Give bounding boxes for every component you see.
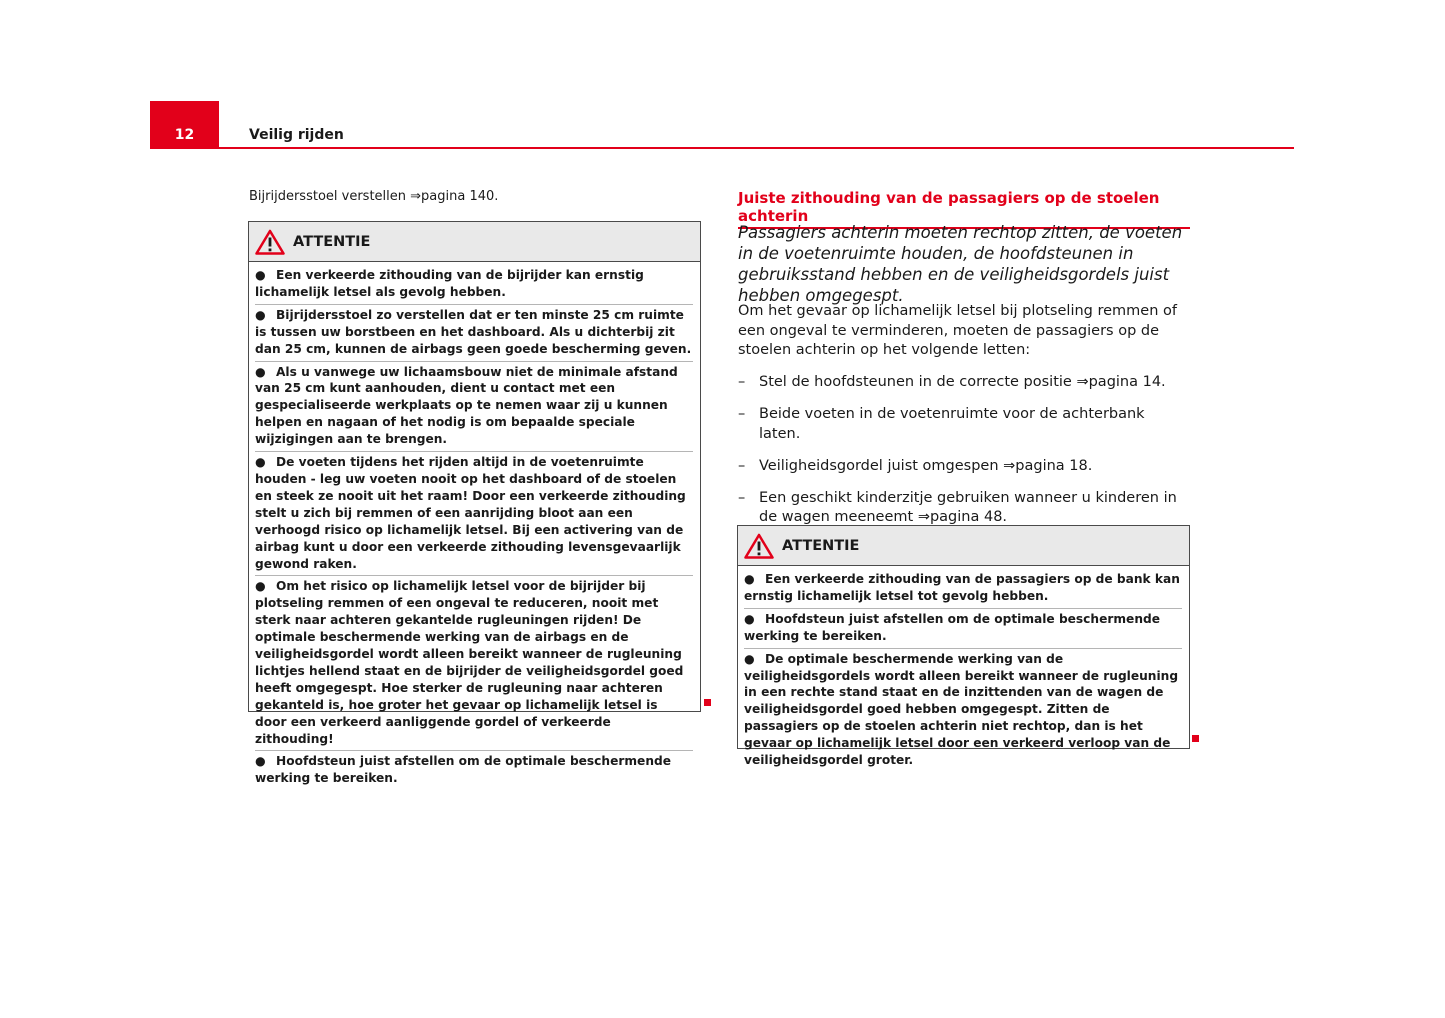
warning-item: ● De voeten tijdens het rijden altijd in de voetenruimte houden - leg uw voeten nooit op het dashboard of de stoelen en steek ze nooit uit het raam! Door een verkeerde zithouding stelt u zich bij remmen of een aanrijding bloot aan een verhoogd risico op lichamelijk letsel. Bij een activering van de airbag kunt u door een verkeerde zithouding levensgevaarlijk gewond raken. (255, 452, 693, 576)
section-title: Veilig rijden (249, 127, 344, 143)
intro-reference: Bijrijdersstoel verstellen ⇒pagina 140. (249, 189, 499, 204)
warning-item: ● Om het risico op lichamelijk letsel voor de bijrijder bij plotseling remmen of een ongeval te reduceren, nooit met sterk naar achteren gekantelde rugleuningen rijden! De optimale beschermende werking van de airbags en de veiligheidsgordel wordt alleen bereikt wanneer de rugleuning lichtjes hellend staat en de bijrijder de veiligheidsgordel goed heeft omgegespt. Hoe sterker de rugleuning naar achteren gekanteld is, hoe groter het gevaar op lichamelijk letsel is door een verkeerd aanliggende gordel of verkeerde zithouding! (255, 576, 693, 751)
lead-text: Passagiers achterin moeten rechtop zitten, de voeten in de voetenruimte houden, de hoofdsteunen in gebruiksstand hebben en de veiligheidsgordels juist hebben omgegespt. (738, 223, 1183, 305)
warning-item: ● Hoofdsteun juist afstellen om de optimale beschermende werking te bereiken. (744, 609, 1182, 649)
list-item: – Stel de hoofdsteunen in de correcte positie ⇒pagina 14. (738, 374, 1166, 390)
warning-item: ● Als u vanwege uw lichaamsbouw niet de minimale afstand van 25 cm kunt aanhouden, dient u contact met een gespecialiseerde werkplaats op te nemen waar zij u kunnen helpen en nagaan of het nodig is om bepaalde speciale wijzigingen aan te brengen. (255, 362, 693, 453)
warning-header (249, 222, 700, 262)
warning-triangle-icon (744, 533, 774, 559)
warning-item: ● De optimale beschermende werking van de veiligheidsgordels wordt alleen bereikt wanneer de rugleuning in een rechte stand staat en de inzittenden van de wagen de veiligheidsgordel goed hebben omgegespt. Zitten de passagiers op de stoelen achterin niet rechtop, dan is het gevaar op lichamelijk letsel door een verkeerd verloop van de veiligheidsgordel groter. (744, 651, 1179, 768)
section-heading: Juiste zithouding van de passagiers op de stoelen achterin (738, 189, 1190, 229)
warning-item: ● Een verkeerde zithouding van de passagiers op de bank kan ernstig lichamelijk letsel tot gevolg hebben. (744, 569, 1182, 609)
warning-item: ● Bijrijdersstoel zo verstellen dat er ten minste 25 cm ruimte is tussen uw borstbeen en het dashboard. Als u dichterbij zit dan 25 cm, kunnen de airbags geen goede bescherming geven. (255, 305, 693, 362)
warning-item: ● Hoofdsteun juist afstellen om de optimale beschermende werking te bereiken. (255, 754, 671, 786)
warning-box-left (248, 221, 701, 786)
section-end-marker (704, 699, 711, 706)
warning-header (738, 526, 1189, 566)
warning-triangle-icon (255, 229, 285, 255)
warning-title: ATTENTIE (782, 537, 860, 554)
warning-title: ATTENTIE (293, 233, 371, 250)
page-number: 12 (174, 127, 195, 143)
warning-item: ● Een verkeerde zithouding van de bijrijder kan ernstig lichamelijk letsel als gevolg hebben. (255, 265, 693, 305)
header-rule (219, 147, 1294, 149)
list-item: – Veiligheidsgordel juist omgespen ⇒pagina 18. (738, 457, 1093, 474)
warning-box-right (737, 525, 1190, 768)
body-paragraph: Om het gevaar op lichamelijk letsel bij plotseling remmen of een ongeval te verminderen, moeten de passagiers op de stoelen achterin op het volgende letten: (738, 303, 1177, 358)
section-end-marker (1192, 735, 1199, 742)
list-item: – Een geschikt kinderzitje gebruiken wanneer u kinderen in de wagen meeneemt ⇒pagina 48. (738, 489, 1177, 525)
list-item: – Beide voeten in de voetenruimte voor de achterbank laten. (738, 406, 1145, 442)
instruction-list (738, 373, 1188, 540)
